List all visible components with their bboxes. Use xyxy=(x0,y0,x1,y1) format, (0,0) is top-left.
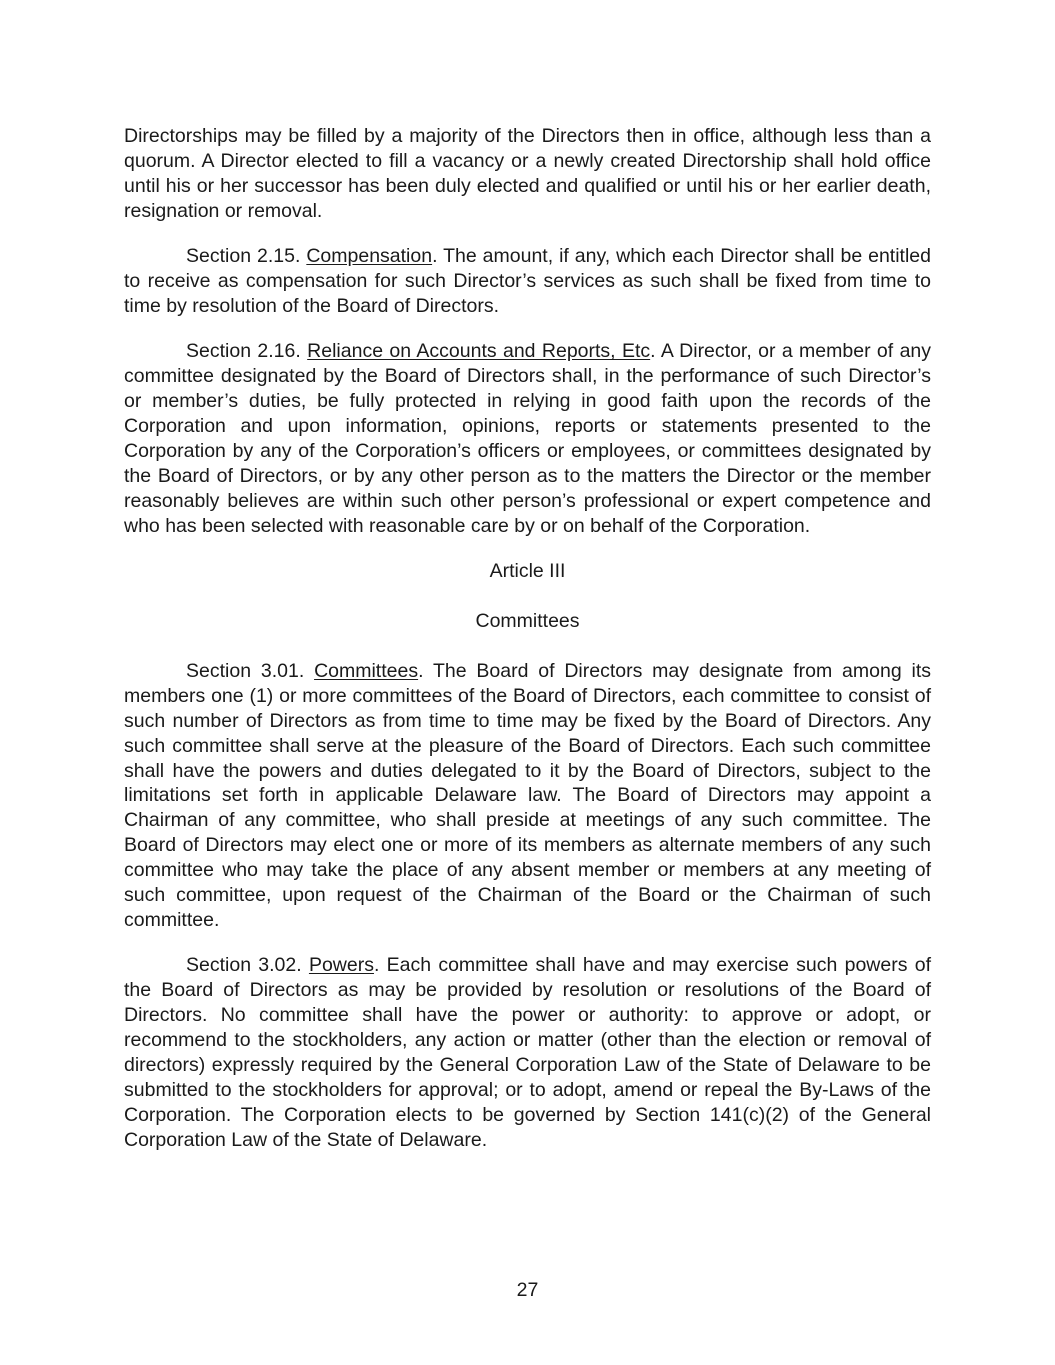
document-page xyxy=(124,124,931,1173)
section-title: Powers xyxy=(308,954,374,977)
article-title: Committees xyxy=(475,610,580,632)
section-title: Committees xyxy=(314,659,419,682)
section-title: Reliance on Accounts and Reports, Etc xyxy=(307,340,651,363)
section-title: Compensation xyxy=(306,245,433,268)
section-number: Section 2.16. xyxy=(186,340,301,363)
page-number: 27 xyxy=(516,1279,539,1301)
section-body: . A Director, or a member of any committee designated by the Board of Directors shall, in the performance of such Director’s or member’s duties, be fully protected in relying in good faith upon the records of the Corporation and upon information, opinions, reports or statements presented to the Corporation by any of the Corporation’s officers or employees, or committees designated by the Board of Directors, or by any other person as to the matters the Director or the member reasonably believes are within such other person’s professional or expert competence and who has been selected with reasonable care by or on behalf of the Corporation. xyxy=(124,340,932,537)
paragraph-directorships-vacancy: Directorships may be filled by a majority of the Directors then in office, although less than a quorum. A Director elected to fill a vacancy or a newly created Directorship shall hold office until his or her successor has been duly elected and qualified or until his or her earlier death, resignation or removal. xyxy=(124,125,931,222)
article-heading: Article III xyxy=(489,560,566,583)
section-3-02-powers xyxy=(124,953,931,1152)
section-2-16-reliance xyxy=(124,339,931,538)
section-body: . The Board of Directors may designate from among its members one (1) or more committees of the Board of Directors, each committee to consist of such number of Directors as from time to time may be fixed by the Board of Directors. Any such committee shall serve at the pleasure of the Board of Directors. Each such committee shall have the powers and duties delegated to it by the Board of Directors, subject to the limitations set forth in applicable Delaware law. The Board of Directors may appoint a Chairman of any committee, who shall preside at meetings of any such committee. The Board of Directors may elect one or more of its members as alternate members of any such committee who may take the place of any absent member or members at any meeting of such committee, upon request of the Chairman of the Board or the Chairman of such committee. xyxy=(124,659,931,931)
section-body: . The amount, if any, which each Director shall be entitled to receive as compensation for such Director’s services as such shall be fixed from time to time by resolution of the Board of Directors. xyxy=(124,245,931,317)
section-number: Section 3.02. xyxy=(186,954,302,977)
section-body: . Each committee shall have and may exercise such powers of the Board of Directors as may be provided by resolution or resolutions of the Board of Directors. No committee shall have the power or authority: to approve or adopt, or recommend to the stockholders, any action or matter (other than the election or removal of directors) expressly required by the General Corporation Law of the State of Delaware to be submitted to the stockholders for approval; or to adopt, amend or repeal the By-Laws of the Corporation. The Corporation elects to be governed by Section 141(c)(2) of the General Corporation Law of the State of Delaware. xyxy=(124,954,931,1151)
section-2-15-compensation xyxy=(124,244,931,319)
section-number: Section 2.15. xyxy=(186,245,301,268)
section-3-01-committees xyxy=(124,659,931,933)
section-number: Section 3.01. xyxy=(186,659,305,682)
